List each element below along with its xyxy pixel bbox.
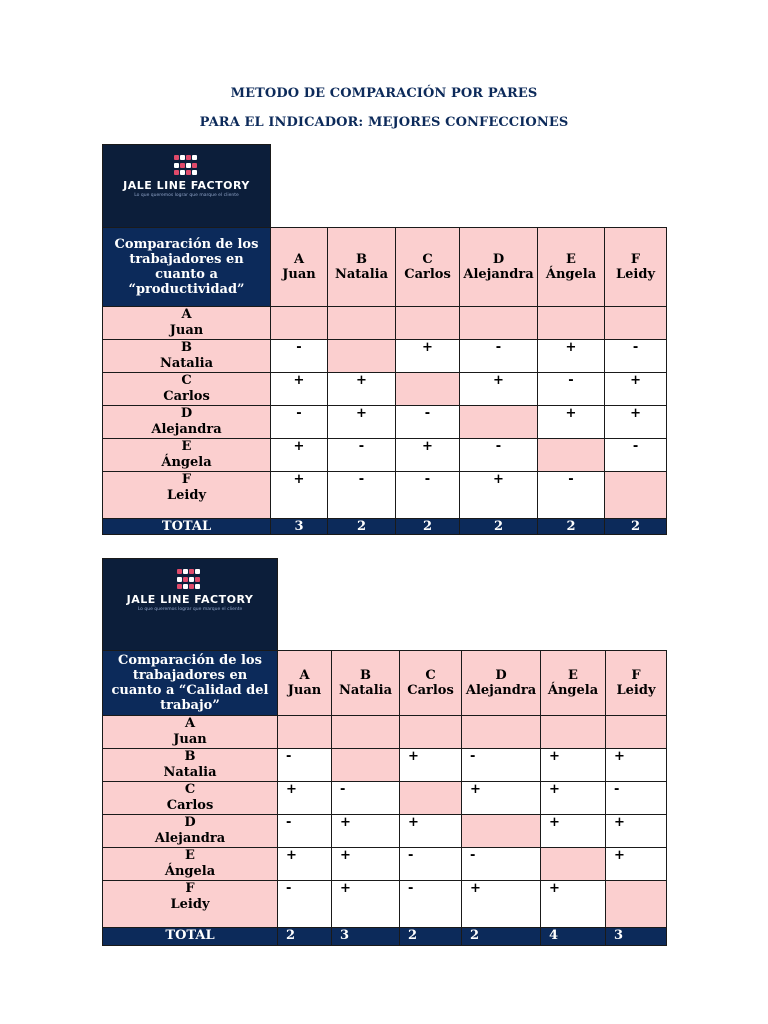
comparison-cell bbox=[460, 307, 538, 340]
comparison-cell bbox=[271, 340, 328, 373]
comparison-mark: - bbox=[408, 848, 414, 863]
comparison-cell bbox=[271, 373, 328, 406]
comparison-cell bbox=[606, 848, 667, 881]
comparison-cell bbox=[460, 406, 538, 439]
comparison-cell bbox=[462, 782, 541, 815]
comparison-cell bbox=[332, 848, 400, 881]
comparison-cell bbox=[605, 472, 667, 519]
comparison-mark: + bbox=[340, 881, 351, 896]
comparison-cell bbox=[541, 815, 606, 848]
comparison-cell bbox=[332, 815, 400, 848]
comparison-cell bbox=[606, 716, 667, 749]
comparison-cell bbox=[460, 340, 538, 373]
column-name: Carlos bbox=[404, 267, 451, 282]
column-letter: A bbox=[293, 252, 305, 267]
comparison-mark: - bbox=[286, 815, 292, 830]
comparison-mark: + bbox=[293, 472, 305, 487]
table-row bbox=[103, 472, 667, 519]
comparison-cell bbox=[605, 307, 667, 340]
comparison-cell bbox=[462, 881, 541, 928]
row-name: Leidy bbox=[170, 897, 210, 912]
total-value: 2 bbox=[396, 519, 460, 535]
total-value: 4 bbox=[541, 928, 606, 946]
comparison-mark: + bbox=[614, 848, 625, 863]
column-letter: B bbox=[356, 252, 367, 267]
document-subtitle: PARA EL INDICADOR: MEJORES CONFECCIONES bbox=[199, 115, 569, 130]
total-value: 2 bbox=[400, 928, 462, 946]
comparison-mark: - bbox=[632, 340, 639, 355]
comparison-cell bbox=[538, 472, 605, 519]
column-header-leidy bbox=[605, 228, 667, 307]
column-name: Alejandra bbox=[463, 267, 534, 282]
comparison-mark: + bbox=[408, 749, 419, 764]
total-label: TOTAL bbox=[103, 519, 271, 535]
comparison-mark: + bbox=[493, 472, 504, 487]
comparison-cell bbox=[605, 340, 667, 373]
comparison-mark: - bbox=[340, 782, 346, 797]
comparison-cell bbox=[460, 439, 538, 472]
logo-name: JALE LINE FACTORY bbox=[123, 179, 250, 192]
comparison-cell bbox=[328, 439, 396, 472]
row-letter: E bbox=[185, 848, 195, 863]
comparison-cell bbox=[460, 472, 538, 519]
column-letter: F bbox=[630, 252, 641, 267]
comparison-mark: - bbox=[358, 472, 365, 487]
comparison-cell bbox=[538, 373, 605, 406]
comparison-mark: - bbox=[614, 782, 620, 797]
column-letter: A bbox=[299, 668, 310, 683]
column-header-carlos bbox=[396, 228, 460, 307]
comparison-cell bbox=[332, 716, 400, 749]
logo-tagline: Lo que queremos lograr que marque el cliente bbox=[134, 193, 239, 198]
column-name: Carlos bbox=[407, 683, 454, 698]
factory-logo-icon bbox=[177, 569, 203, 591]
row-header-carlos bbox=[103, 782, 278, 815]
row-letter: B bbox=[184, 749, 196, 764]
comparison-cell bbox=[605, 439, 667, 472]
comparison-mark: + bbox=[565, 340, 577, 355]
comparison-mark: - bbox=[495, 439, 502, 454]
comparison-mark: + bbox=[422, 340, 433, 355]
comparison-cell bbox=[396, 340, 460, 373]
company-logo bbox=[103, 559, 277, 612]
comparison-mark: + bbox=[286, 782, 297, 797]
row-letter: B bbox=[181, 340, 192, 355]
comparison-mark: + bbox=[470, 782, 481, 797]
comparison-cell bbox=[396, 472, 460, 519]
row-header-juan bbox=[103, 307, 271, 340]
total-value: 2 bbox=[328, 519, 396, 535]
row-header-alejandra bbox=[103, 815, 278, 848]
row-name: Alejandra bbox=[154, 831, 226, 846]
column-header-alejandra bbox=[462, 651, 541, 716]
comparison-cell bbox=[328, 340, 396, 373]
column-letter: C bbox=[425, 668, 436, 683]
comparison-mark: - bbox=[568, 472, 574, 487]
table-row bbox=[103, 815, 667, 848]
comparison-cell bbox=[271, 472, 328, 519]
row-letter: F bbox=[185, 881, 195, 896]
total-value: 2 bbox=[460, 519, 538, 535]
column-letter: C bbox=[422, 252, 433, 267]
comparison-mark: - bbox=[296, 406, 302, 421]
comparison-mark: - bbox=[358, 439, 365, 454]
comparison-mark: - bbox=[296, 340, 302, 355]
comparison-cell bbox=[400, 815, 462, 848]
column-header-natalia bbox=[328, 228, 396, 307]
company-logo bbox=[103, 145, 270, 198]
comparison-title: Comparación de los trabajadores en cuanto a “Calidad del trabajo” bbox=[103, 651, 278, 716]
comparison-cell bbox=[278, 848, 332, 881]
work-quality-comparison-table bbox=[102, 558, 667, 946]
row-header-carlos bbox=[103, 373, 271, 406]
comparison-cell bbox=[332, 749, 400, 782]
comparison-cell bbox=[538, 439, 605, 472]
factory-logo-icon bbox=[174, 155, 200, 177]
comparison-cell bbox=[271, 406, 328, 439]
column-name: Leidy bbox=[616, 267, 656, 282]
row-name: Carlos bbox=[166, 798, 214, 813]
comparison-mark: + bbox=[565, 406, 577, 421]
column-letter: F bbox=[631, 668, 641, 683]
comparison-mark: + bbox=[493, 373, 504, 388]
comparison-mark: - bbox=[470, 848, 476, 863]
total-value: 2 bbox=[462, 928, 541, 946]
comparison-cell bbox=[462, 716, 541, 749]
column-header-leidy bbox=[606, 651, 667, 716]
table-row bbox=[103, 406, 667, 439]
comparison-cell bbox=[541, 848, 606, 881]
row-letter: A bbox=[181, 307, 192, 322]
column-letter: D bbox=[492, 252, 505, 267]
table-row bbox=[103, 749, 667, 782]
total-value: 3 bbox=[332, 928, 400, 946]
comparison-mark: - bbox=[632, 439, 639, 454]
row-header-natalia bbox=[103, 340, 271, 373]
comparison-cell bbox=[606, 815, 667, 848]
comparison-cell bbox=[538, 406, 605, 439]
comparison-cell bbox=[332, 782, 400, 815]
comparison-mark: - bbox=[286, 881, 292, 896]
row-name: Juan bbox=[173, 732, 207, 747]
total-label: TOTAL bbox=[103, 928, 278, 946]
comparison-mark: - bbox=[470, 749, 476, 764]
comparison-cell bbox=[396, 406, 460, 439]
comparison-cell bbox=[278, 815, 332, 848]
column-header-carlos bbox=[400, 651, 462, 716]
row-name: Leidy bbox=[167, 488, 206, 503]
column-header-ángela bbox=[541, 651, 606, 716]
table-row bbox=[103, 716, 667, 749]
comparison-mark: - bbox=[495, 340, 502, 355]
comparison-mark: + bbox=[422, 439, 433, 454]
comparison-mark: + bbox=[614, 815, 625, 830]
table-row bbox=[103, 439, 667, 472]
table-row bbox=[103, 373, 667, 406]
comparison-cell bbox=[606, 881, 667, 928]
comparison-mark: + bbox=[549, 881, 560, 896]
comparison-mark: + bbox=[630, 373, 641, 388]
row-name: Carlos bbox=[163, 389, 210, 404]
comparison-cell bbox=[271, 307, 328, 340]
row-name: Natalia bbox=[163, 765, 217, 780]
column-name: Natalia bbox=[338, 683, 393, 698]
row-name: Juan bbox=[169, 323, 204, 338]
comparison-cell bbox=[396, 439, 460, 472]
column-name: Leidy bbox=[616, 683, 656, 698]
comparison-cell bbox=[605, 406, 667, 439]
comparison-cell bbox=[328, 307, 396, 340]
table-row bbox=[103, 307, 667, 340]
column-letter: D bbox=[495, 668, 507, 683]
column-header-juan bbox=[271, 228, 328, 307]
comparison-mark: + bbox=[408, 815, 419, 830]
comparison-cell bbox=[271, 439, 328, 472]
table-row bbox=[103, 848, 667, 881]
table-row bbox=[103, 340, 667, 373]
comparison-mark: + bbox=[286, 848, 297, 863]
row-header-ángela bbox=[103, 439, 271, 472]
column-name: Juan bbox=[282, 267, 316, 282]
table-row bbox=[103, 782, 667, 815]
row-header-ángela bbox=[103, 848, 278, 881]
row-header-leidy bbox=[103, 881, 278, 928]
comparison-cell bbox=[400, 848, 462, 881]
row-header-juan bbox=[103, 716, 278, 749]
row-letter: C bbox=[184, 782, 196, 797]
column-letter: E bbox=[568, 668, 578, 683]
comparison-mark: + bbox=[630, 406, 641, 421]
comparison-cell bbox=[278, 881, 332, 928]
row-letter: C bbox=[181, 373, 192, 388]
document-title: METODO DE COMPARACIÓN POR PARES bbox=[230, 86, 538, 101]
comparison-mark: + bbox=[340, 815, 351, 830]
comparison-mark: - bbox=[286, 749, 292, 764]
comparison-mark: + bbox=[356, 406, 367, 421]
total-row bbox=[103, 928, 667, 946]
row-letter: D bbox=[180, 406, 193, 421]
comparison-cell bbox=[541, 749, 606, 782]
row-letter: E bbox=[181, 439, 192, 454]
row-name: Natalia bbox=[159, 356, 214, 371]
comparison-cell bbox=[400, 782, 462, 815]
row-letter: D bbox=[184, 815, 196, 830]
comparison-mark: - bbox=[568, 373, 574, 388]
comparison-mark: + bbox=[356, 373, 367, 388]
company-logo-panel bbox=[103, 145, 271, 228]
logo-tagline: Lo que queremos lograr que marque el cliente bbox=[137, 607, 243, 612]
comparison-cell bbox=[396, 373, 460, 406]
comparison-mark: + bbox=[549, 749, 560, 764]
comparison-cell bbox=[396, 307, 460, 340]
comparison-mark: + bbox=[293, 439, 305, 454]
column-name: Ángela bbox=[547, 683, 599, 698]
row-header-alejandra bbox=[103, 406, 271, 439]
comparison-cell bbox=[400, 749, 462, 782]
comparison-cell bbox=[538, 340, 605, 373]
comparison-mark: - bbox=[408, 881, 414, 896]
comparison-cell bbox=[328, 472, 396, 519]
row-name: Ángela bbox=[164, 864, 216, 879]
column-name: Juan bbox=[287, 683, 322, 698]
comparison-cell bbox=[278, 782, 332, 815]
row-header-natalia bbox=[103, 749, 278, 782]
comparison-cell bbox=[400, 716, 462, 749]
comparison-cell bbox=[606, 749, 667, 782]
column-header-juan bbox=[278, 651, 332, 716]
table-row bbox=[103, 881, 667, 928]
comparison-cell bbox=[462, 848, 541, 881]
row-name: Alejandra bbox=[151, 422, 222, 437]
total-row bbox=[103, 519, 667, 535]
comparison-mark: - bbox=[424, 472, 431, 487]
total-value: 2 bbox=[605, 519, 667, 535]
comparison-mark: - bbox=[424, 406, 431, 421]
logo-name: JALE LINE FACTORY bbox=[126, 593, 254, 606]
comparison-cell bbox=[538, 307, 605, 340]
row-letter: A bbox=[184, 716, 196, 731]
row-name: Ángela bbox=[161, 455, 212, 470]
comparison-cell bbox=[462, 749, 541, 782]
comparison-cell bbox=[605, 373, 667, 406]
column-letter: B bbox=[360, 668, 371, 683]
comparison-mark: + bbox=[549, 815, 560, 830]
comparison-cell bbox=[541, 716, 606, 749]
comparison-cell bbox=[541, 782, 606, 815]
comparison-cell bbox=[460, 373, 538, 406]
comparison-mark: + bbox=[614, 749, 625, 764]
comparison-cell bbox=[328, 373, 396, 406]
comparison-cell bbox=[541, 881, 606, 928]
column-letter: E bbox=[566, 252, 576, 267]
column-name: Alejandra bbox=[465, 683, 537, 698]
column-header-ángela bbox=[538, 228, 605, 307]
row-letter: F bbox=[181, 472, 192, 487]
row-header-leidy bbox=[103, 472, 271, 519]
column-name: Ángela bbox=[545, 267, 597, 282]
comparison-cell bbox=[606, 782, 667, 815]
column-header-natalia bbox=[332, 651, 400, 716]
productivity-comparison-table bbox=[102, 144, 667, 535]
column-header-alejandra bbox=[460, 228, 538, 307]
comparison-cell bbox=[278, 749, 332, 782]
total-value: 3 bbox=[271, 519, 328, 535]
total-value: 2 bbox=[538, 519, 605, 535]
total-value: 3 bbox=[606, 928, 667, 946]
comparison-cell bbox=[332, 881, 400, 928]
comparison-mark: + bbox=[549, 782, 560, 797]
company-logo-panel bbox=[103, 559, 278, 651]
comparison-cell bbox=[462, 815, 541, 848]
comparison-mark: + bbox=[293, 373, 305, 388]
comparison-mark: + bbox=[340, 848, 351, 863]
comparison-mark: + bbox=[470, 881, 481, 896]
total-value: 2 bbox=[278, 928, 332, 946]
comparison-cell bbox=[400, 881, 462, 928]
comparison-title: Comparación de los trabajadores en cuanto a “productividad” bbox=[103, 228, 271, 307]
comparison-cell bbox=[328, 406, 396, 439]
comparison-cell bbox=[278, 716, 332, 749]
column-name: Natalia bbox=[334, 267, 389, 282]
